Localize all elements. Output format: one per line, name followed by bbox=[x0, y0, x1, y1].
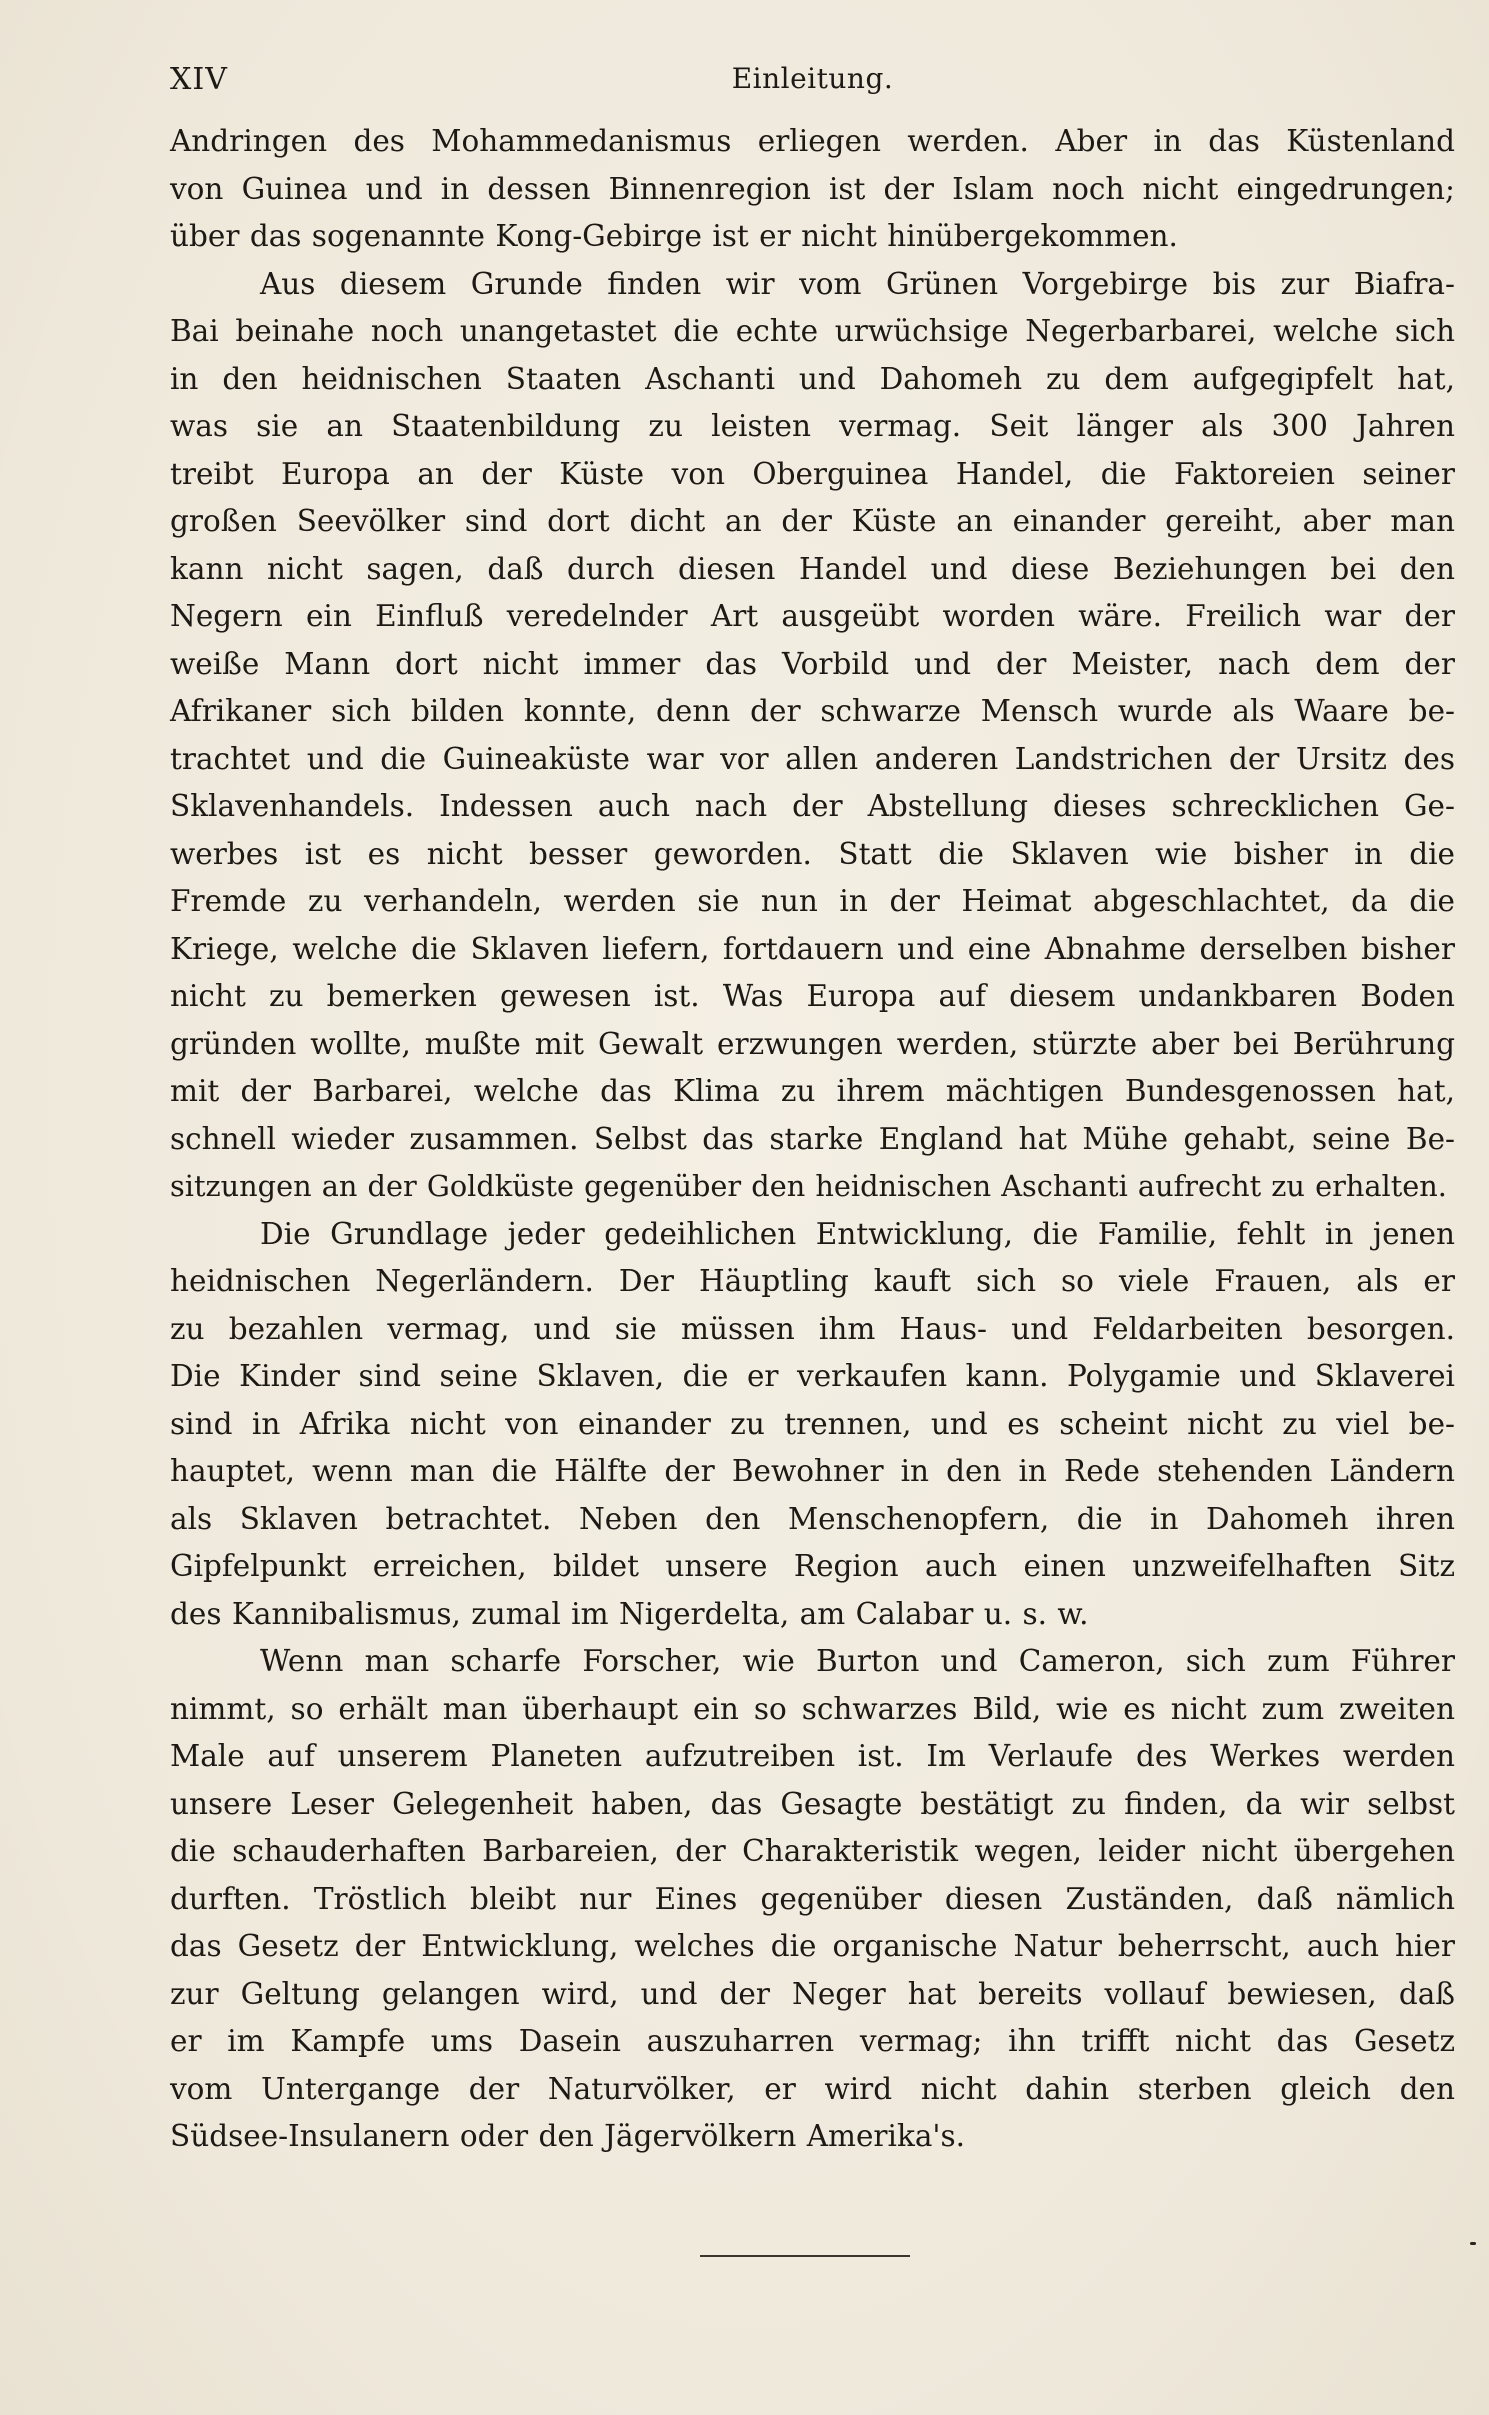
text-line: schnell wieder zusammen. Selbst das starke England hat Mühe gehabt, seine Be- bbox=[170, 1121, 1455, 1156]
print-speck bbox=[1470, 2242, 1476, 2245]
text-line: Male auf unserem Planeten aufzutreiben ist. Im Verlaufe des Werkes werden bbox=[170, 1739, 1455, 1773]
text-line: durften. Tröstlich bleibt nur Eines gegenüber diesen Zuständen, daß nämlich bbox=[170, 1881, 1455, 1916]
text-line: Wenn man scharfe Forscher, wie Burton und Cameron, sich zum Führer bbox=[260, 1644, 1455, 1678]
text-line: Die Kinder sind seine Sklaven, die er verkaufen kann. Polygamie und Sklaverei bbox=[170, 1359, 1455, 1393]
text-line: das Gesetz der Entwicklung, welches die organische Natur beherrscht, auch hier bbox=[170, 1929, 1455, 1963]
text-line: Kriege, welche die Sklaven liefern, fortdauern und eine Abnahme derselben bisher bbox=[170, 931, 1455, 966]
running-title: Einleitung. bbox=[731, 62, 894, 95]
text-line: Die Grundlage jeder gedeihlichen Entwicklung, die Familie, fehlt in jenen bbox=[260, 1216, 1455, 1251]
text-line: Aus diesem Grunde finden wir vom Grünen Vorgebirge bis zur Biafra- bbox=[260, 266, 1455, 301]
body-text bbox=[170, 118, 1455, 2161]
text-line: Bai beinahe noch unangetastet die echte urwüchsige Negerbarbarei, welche sich bbox=[170, 314, 1455, 348]
text-line: sind in Afrika nicht von einander zu trennen, und es scheint nicht zu viel be- bbox=[170, 1406, 1455, 1441]
text-line: Negern ein Einfluß veredelnder Art ausgeübt worden wäre. Freilich war der bbox=[170, 599, 1455, 633]
text-line: sitzungen an der Goldküste gegenüber den heidnischen Aschanti aufrecht zu erhalten. bbox=[170, 1169, 1447, 1203]
text-line: nicht zu bemerken gewesen ist. Was Europa auf diesem undankbaren Boden bbox=[170, 979, 1455, 1013]
text-line: die schauderhaften Barbareien, der Charakteristik wegen, leider nicht übergehen bbox=[170, 1834, 1455, 1868]
text-line: Afrikaner sich bilden konnte, denn der schwarze Mensch wurde als Waare be- bbox=[170, 694, 1455, 728]
text-line: weiße Mann dort nicht immer das Vorbild und der Meister, nach dem der bbox=[170, 646, 1455, 681]
text-line: zur Geltung gelangen wird, und der Neger hat bereits vollauf bewiesen, daß bbox=[170, 1976, 1455, 2011]
text-line: unsere Leser Gelegenheit haben, das Gesagte bestätigt zu finden, da wir selbst bbox=[170, 1786, 1455, 1821]
text-line: über das sogenannte Kong-Gebirge ist er nicht hinübergekommen. bbox=[170, 219, 1178, 253]
text-line: er im Kampfe ums Dasein auszuharren vermag; ihn trifft nicht das Gesetz bbox=[170, 2024, 1455, 2058]
text-line: treibt Europa an der Küste von Oberguinea Handel, die Faktoreien seiner bbox=[170, 456, 1455, 491]
text-line: mit der Barbarei, welche das Klima zu ihrem mächtigen Bundesgenossen hat, bbox=[170, 1074, 1455, 1108]
text-line: als Sklaven betrachtet. Neben den Menschenopfern, die in Dahomeh ihren bbox=[170, 1501, 1455, 1536]
text-line: heidnischen Negerländern. Der Häuptling kauft sich so viele Frauen, als er bbox=[170, 1264, 1455, 1298]
page-header bbox=[170, 62, 1455, 106]
text-line: von Guinea und in dessen Binnenregion ist der Islam noch nicht eingedrungen; bbox=[170, 171, 1455, 206]
text-line: großen Seevölker sind dort dicht an der Küste an einander gereiht, aber man bbox=[170, 504, 1455, 538]
text-line: kann nicht sagen, daß durch diesen Handel und diese Beziehungen bei den bbox=[170, 551, 1455, 586]
text-line: trachtet und die Guineaküste war vor allen anderen Landstrichen der Ursitz des bbox=[170, 741, 1455, 776]
text-line: Fremde zu verhandeln, werden sie nun in der Heimat abgeschlachtet, da die bbox=[170, 884, 1455, 918]
text-line: was sie an Staatenbildung zu leisten vermag. Seit länger als 300 Jahren bbox=[170, 409, 1455, 443]
text-line: werbes ist es nicht besser geworden. Statt die Sklaven wie bisher in die bbox=[170, 836, 1455, 871]
text-line: vom Untergange der Naturvölker, er wird nicht dahin sterben gleich den bbox=[170, 2071, 1455, 2106]
text-line: zu bezahlen vermag, und sie müssen ihm Haus- und Feldarbeiten besorgen. bbox=[170, 1311, 1455, 1346]
footer-rule bbox=[700, 2255, 910, 2257]
page-number: XIV bbox=[170, 62, 228, 97]
text-line: Sklavenhandels. Indessen auch nach der Abstellung dieses schrecklichen Ge- bbox=[170, 789, 1455, 823]
text-line: Gipfelpunkt erreichen, bildet unsere Region auch einen unzweifelhaften Sitz bbox=[170, 1549, 1455, 1583]
text-line: Südsee-Insulanern oder den Jägervölkern Amerika's. bbox=[170, 2119, 966, 2153]
text-line: nimmt, so erhält man überhaupt ein so schwarzes Bild, wie es nicht zum zweiten bbox=[170, 1691, 1455, 1726]
text-line: des Kannibalismus, zumal im Nigerdelta, am Calabar u. s. w. bbox=[170, 1596, 1089, 1631]
text-line: Andringen des Mohammedanismus erliegen werden. Aber in das Küstenland bbox=[170, 124, 1455, 158]
text-line: in den heidnischen Staaten Aschanti und Dahomeh zu dem aufgegipfelt hat, bbox=[170, 361, 1455, 396]
text-line: gründen wollte, mußte mit Gewalt erzwungen werden, stürzte aber bei Berührung bbox=[170, 1026, 1455, 1061]
text-line: hauptet, wenn man die Hälfte der Bewohner in den in Rede stehenden Ländern bbox=[170, 1454, 1455, 1488]
